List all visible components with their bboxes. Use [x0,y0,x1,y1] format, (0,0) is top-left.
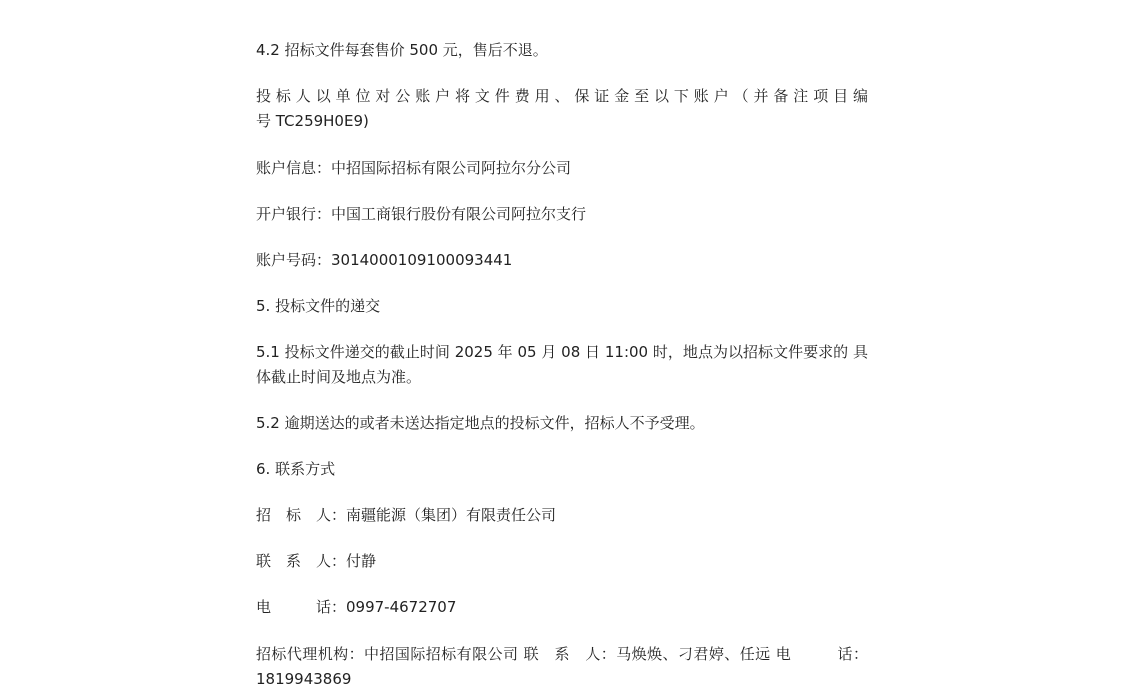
doc-account-number: 账户号码：3014000109100093441 [256,251,513,269]
doc-payment-instruction: 投 标 人 以 单 位 对 公 账 户 将 文 件 费 用 、 保 证 金 至 以 下 账 户 （ 并 备 注 项 目 编 号 TC259H0E9) [256,87,868,130]
doc-section-6-heading: 6. 联系方式 [256,460,336,478]
doc-clause-5-1: 5.1 投标文件递交的截止时间 2025 年 05 月 08 日 11:00 时，地点为以招标文件要求的 具体截止时间及地点为准。 [256,343,868,386]
doc-tenderer: 招 标 人：南疆能源（集团）有限责任公司 [256,506,557,524]
doc-bank-info: 开户银行：中国工商银行股份有限公司阿拉尔支行 [256,205,587,223]
doc-clause-5-2: 5.2 逾期送达的或者未送达指定地点的投标文件，招标人不予受理。 [256,414,705,432]
doc-agency-info: 招标代理机构：中招国际招标有限公司 联 系 人：马焕焕、刁君婷、任远 电 话：1819943869 [256,645,868,688]
doc-section-5-heading: 5. 投标文件的递交 [256,297,381,315]
doc-account-info: 账户信息：中招国际招标有限公司阿拉尔分公司 [256,159,572,177]
doc-phone: 电 话：0997-4672707 [256,598,457,616]
doc-clause-4-2: 4.2 招标文件每套售价 500 元，售后不退。 [256,41,548,59]
doc-contact-person: 联 系 人：付静 [256,552,377,570]
